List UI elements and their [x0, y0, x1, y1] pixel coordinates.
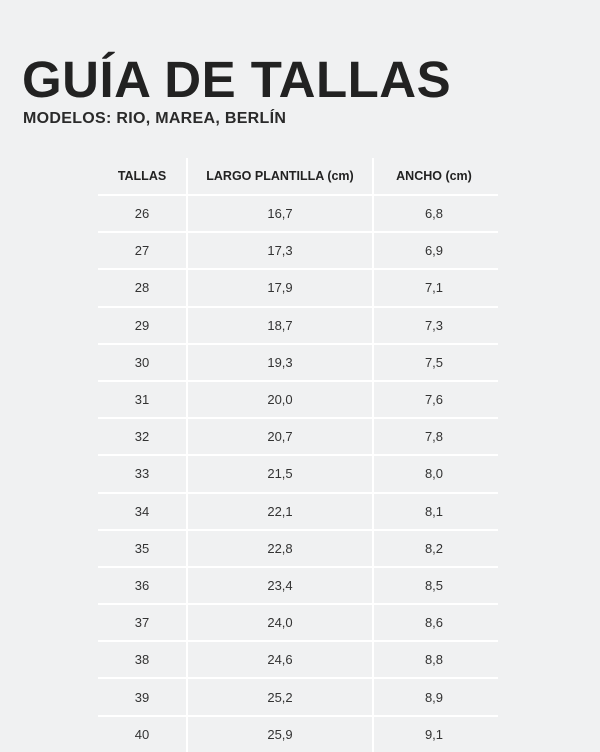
- cell-largo-plantilla: 18,7: [188, 308, 374, 343]
- cell-largo-plantilla: 24,6: [188, 642, 374, 677]
- table-row: [98, 380, 498, 417]
- cell-talla: 28: [98, 270, 188, 305]
- cell-largo-plantilla: 17,3: [188, 233, 374, 268]
- cell-ancho: 7,1: [424, 280, 444, 296]
- cell-talla: 26: [98, 196, 188, 231]
- cell-ancho: 8,8: [424, 652, 444, 668]
- cell-largo-plantilla: 19,3: [188, 345, 374, 380]
- cell-talla: 32: [98, 419, 188, 454]
- table-row: [98, 194, 498, 231]
- table-row: [98, 343, 498, 380]
- table-row: [98, 640, 498, 677]
- cell-talla: 30: [98, 345, 188, 380]
- cell-talla: 34: [98, 494, 188, 529]
- cell-largo-plantilla: 22,1: [188, 494, 374, 529]
- cell-largo-plantilla: 23,4: [188, 568, 374, 603]
- table-row: [98, 492, 498, 529]
- cell-largo-plantilla: 22,8: [188, 531, 374, 566]
- table-row: [98, 566, 498, 603]
- cell-largo-plantilla: 17,9: [188, 270, 374, 305]
- cell-talla: 39: [98, 679, 188, 714]
- table-header-row: [98, 158, 498, 194]
- cell-talla: 31: [98, 382, 188, 417]
- table-row: [98, 417, 498, 454]
- cell-ancho: 8,1: [424, 503, 444, 519]
- cell-ancho: 7,6: [424, 392, 444, 408]
- cell-talla: 27: [98, 233, 188, 268]
- cell-largo-plantilla: 20,7: [188, 419, 374, 454]
- cell-talla: 40: [98, 717, 188, 752]
- cell-ancho: 8,9: [424, 689, 444, 705]
- cell-talla: 33: [98, 456, 188, 491]
- size-table: [98, 158, 498, 752]
- page-title: GUÍA DE TALLAS: [22, 51, 452, 108]
- table-row: [98, 529, 498, 566]
- cell-talla: 38: [98, 642, 188, 677]
- cell-talla: 35: [98, 531, 188, 566]
- cell-largo-plantilla: 24,0: [188, 605, 374, 640]
- cell-ancho: 8,5: [424, 577, 444, 593]
- table-row: [98, 454, 498, 491]
- cell-largo-plantilla: 20,0: [188, 382, 374, 417]
- cell-largo-plantilla: 21,5: [188, 456, 374, 491]
- cell-ancho: 8,6: [424, 615, 444, 631]
- cell-largo-plantilla: 25,9: [188, 717, 374, 752]
- cell-largo-plantilla: 25,2: [188, 679, 374, 714]
- header-tallas: TALLAS: [98, 158, 188, 194]
- cell-ancho: 9,1: [424, 726, 444, 742]
- cell-ancho: 6,9: [424, 243, 444, 259]
- table-row: [98, 677, 498, 714]
- table-row: [98, 715, 498, 752]
- cell-talla: 29: [98, 308, 188, 343]
- table-row: [98, 306, 498, 343]
- table-row: [98, 603, 498, 640]
- cell-largo-plantilla: 16,7: [188, 196, 374, 231]
- cell-ancho: 7,5: [424, 354, 444, 370]
- cell-ancho: 7,3: [424, 317, 444, 333]
- cell-ancho: 8,0: [424, 466, 444, 482]
- cell-ancho: 6,8: [424, 206, 444, 222]
- page-subtitle: MODELOS: RIO, MAREA, BERLÍN: [23, 110, 287, 127]
- cell-talla: 37: [98, 605, 188, 640]
- cell-ancho: 7,8: [424, 429, 444, 445]
- table-row: [98, 268, 498, 305]
- header-largo-plantilla: LARGO PLANTILLA (cm): [188, 158, 374, 194]
- cell-ancho: 8,2: [424, 540, 444, 556]
- header-ancho: ANCHO (cm): [396, 169, 472, 183]
- cell-talla: 36: [98, 568, 188, 603]
- table-row: [98, 231, 498, 268]
